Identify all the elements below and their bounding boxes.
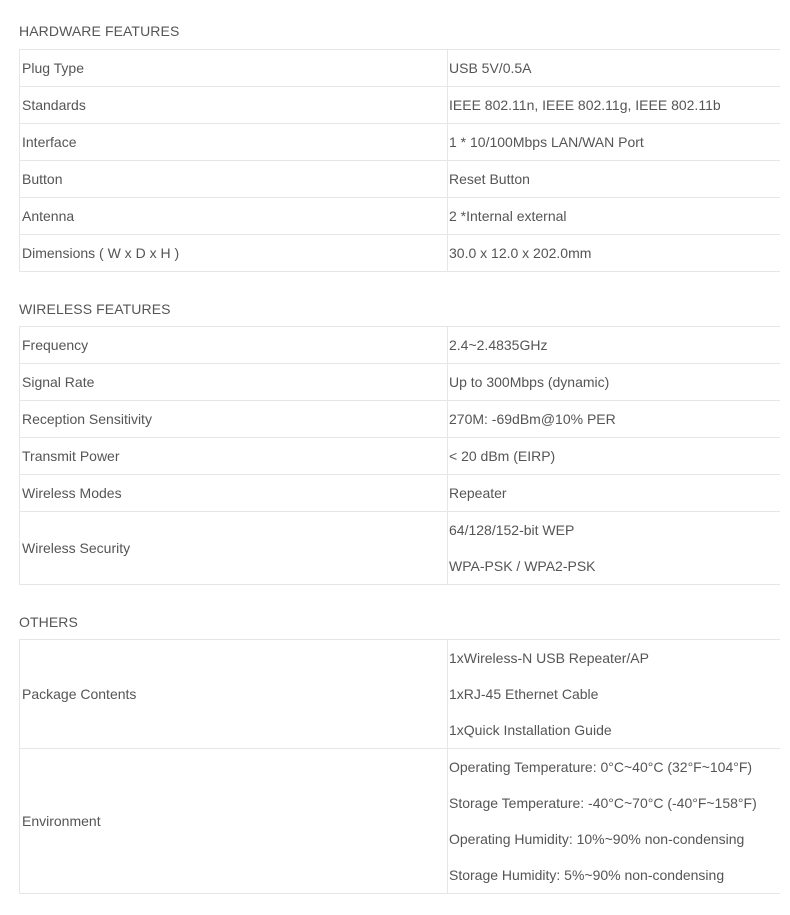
table-row	[20, 327, 781, 364]
table-row	[20, 640, 781, 749]
spec-value	[448, 87, 781, 124]
spec-value	[448, 124, 781, 161]
table-row	[20, 50, 781, 87]
spec-value-line: 1xQuick Installation Guide	[449, 722, 612, 738]
spec-value-line: 2.4~2.4835GHz	[449, 337, 548, 353]
spec-value-line: 1 * 10/100Mbps LAN/WAN Port	[449, 134, 644, 150]
spec-value	[448, 235, 781, 272]
spec-value-line: 2 *Internal external	[449, 208, 567, 224]
section-title: HARDWARE FEATURES	[19, 23, 180, 39]
section-title: OTHERS	[19, 614, 78, 630]
section-title: WIRELESS FEATURES	[19, 301, 171, 317]
spec-label: Interface	[20, 124, 448, 161]
spec-value	[448, 161, 781, 198]
spec-label: Plug Type	[20, 50, 448, 87]
table-row	[20, 438, 781, 475]
others-spec-table	[19, 639, 780, 894]
spec-value-line: Operating Humidity: 10%~90% non-condensing	[449, 831, 745, 847]
spec-value	[448, 438, 781, 475]
spec-value	[448, 749, 781, 894]
spec-label: Wireless Security	[20, 512, 448, 585]
wireless-spec-table	[19, 326, 780, 585]
spec-value	[448, 327, 781, 364]
spec-value-line: 1xRJ-45 Ethernet Cable	[449, 686, 599, 702]
table-row	[20, 475, 781, 512]
spec-value-line: Repeater	[449, 485, 507, 501]
spec-label: Reception Sensitivity	[20, 401, 448, 438]
spec-value	[448, 50, 781, 87]
spec-value-line: 30.0 x 12.0 x 202.0mm	[449, 245, 592, 261]
spec-value-line: Storage Humidity: 5%~90% non-condensing	[449, 867, 725, 883]
table-row	[20, 124, 781, 161]
spec-label: Signal Rate	[20, 364, 448, 401]
spec-value-line: Storage Temperature: -40°C~70°C (-40°F~158°F)	[449, 795, 757, 811]
table-row	[20, 198, 781, 235]
spec-value	[448, 198, 781, 235]
spec-value-line: 64/128/152-bit WEP	[449, 522, 575, 538]
spec-value-line: < 20 dBm (EIRP)	[449, 448, 556, 464]
table-row	[20, 161, 781, 198]
spec-value-line: USB 5V/0.5A	[449, 60, 532, 76]
section-hardware-features	[19, 0, 780, 272]
section-others	[19, 585, 780, 894]
spec-value-line: IEEE 802.11n, IEEE 802.11g, IEEE 802.11b	[449, 97, 721, 113]
spec-value-line: WPA-PSK / WPA2-PSK	[449, 558, 596, 574]
spec-label: Environment	[20, 749, 448, 894]
table-row	[20, 401, 781, 438]
spec-value-line: Up to 300Mbps (dynamic)	[449, 374, 610, 390]
spec-value	[448, 475, 781, 512]
spec-value-line: 1xWireless-N USB Repeater/AP	[449, 650, 649, 666]
spec-label: Frequency	[20, 327, 448, 364]
spec-label: Button	[20, 161, 448, 198]
spec-label: Standards	[20, 87, 448, 124]
table-row	[20, 87, 781, 124]
spec-value-line: Operating Temperature: 0°C~40°C (32°F~104°F)	[449, 759, 753, 775]
spec-label: Antenna	[20, 198, 448, 235]
spec-value-line: 270M: -69dBm@10% PER	[449, 411, 616, 427]
table-row	[20, 235, 781, 272]
spec-value	[448, 512, 781, 585]
spec-label: Transmit Power	[20, 438, 448, 475]
spec-value	[448, 640, 781, 749]
table-row	[20, 512, 781, 585]
table-row	[20, 364, 781, 401]
spec-value-line: Reset Button	[449, 171, 530, 187]
spec-label: Wireless Modes	[20, 475, 448, 512]
section-wireless-features	[19, 272, 780, 585]
table-row	[20, 749, 781, 894]
spec-label: Dimensions ( W x D x H )	[20, 235, 448, 272]
hardware-spec-table	[19, 49, 780, 272]
spec-label: Package Contents	[20, 640, 448, 749]
spec-value	[448, 401, 781, 438]
spec-value	[448, 364, 781, 401]
